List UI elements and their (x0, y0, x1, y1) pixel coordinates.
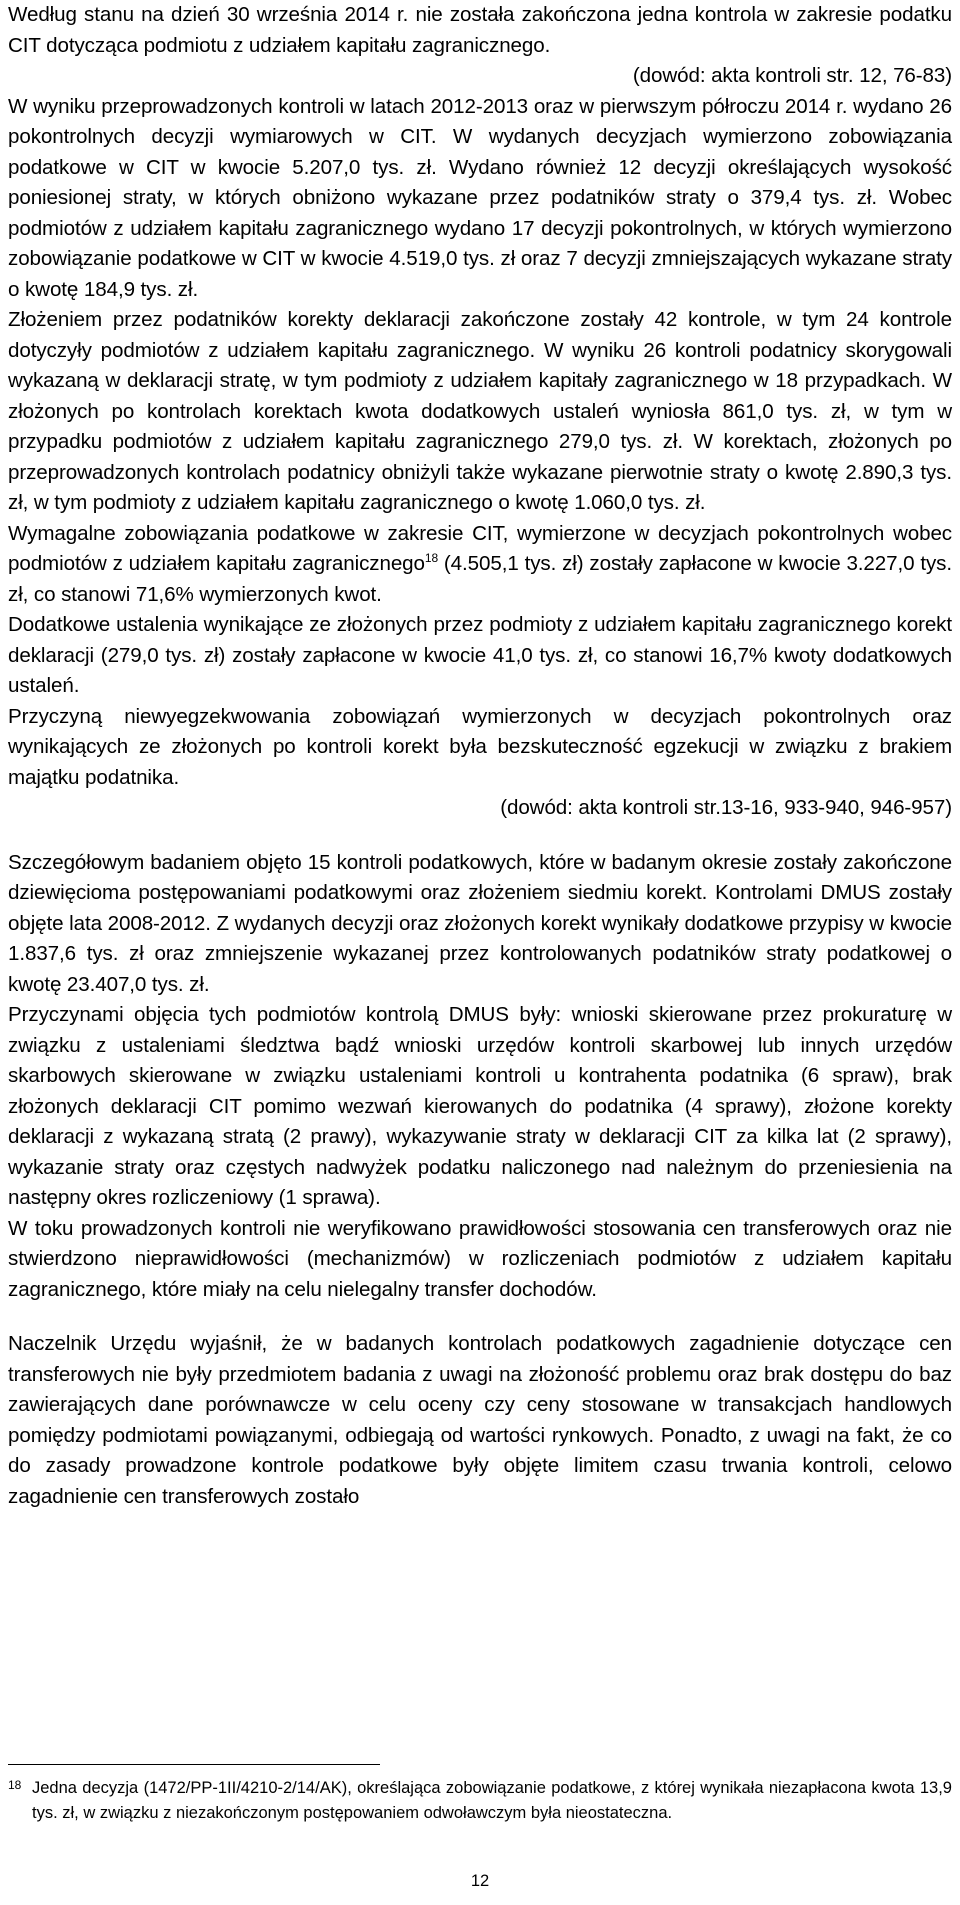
paragraph-status-2014: Według stanu na dzień 30 września 2014 r. nie została zakończona jedna kontrola w zakresie podatku CIT dotycząca podmiotu z udziałem kapitału zagranicznego. (8, 3, 952, 57)
paragraph-additional-findings: Dodatkowe ustalenia wynikające ze złożonych przez podmioty z udziałem kapitału zagranicznego korekt deklaracji (279,0 tys. zł) zostały zapłacone w kwocie 41,0 tys. zł, co stanowi 16,7% kwoty dodatkowych ustaleń. (8, 613, 952, 697)
paragraph-explanation: Naczelnik Urzędu wyjaśnił, że w badanych kontrolach podatkowych zagadnienie dotyczące cen transferowych nie były przedmiotem badania z uwagi na złożoność problemu oraz brak dostępu do baz zawierających dane porównawcze w celu oceny czy ceny stosowane w transakcjach handlowych pomiędzy podmiotami powiązanymi, odbiegają od wartości rynkowych. Ponadto, z uwagi na fakt, że co do zasady prowadzone kontrole podatkowe były objęte limitem czasu trwania kontroli, celowo zagadnienie cen transferowych zostało (8, 1332, 952, 1508)
paragraph-corrections: Złożeniem przez podatników korekty deklaracji zakończone zostały 42 kontrole, w tym 24 kontrole dotyczyły podmiotów z udziałem kapitału zagranicznego. W wyniku 26 kontroli podatnicy skorygowali wykazaną w deklaracji stratę, w tym podmioty z udziałem kapitały zagranicznego w 18 przypadkach. W złożonych po kontrolach korektach kwota dodatkowych ustaleń wyniosła 861,0 tys. zł, w tym w przypadku podmiotów z udziałem kapitału zagranicznego 279,0 tys. zł. W korektach, złożonych po przeprowadzonych kontrolach podatnicy obniżyli także wykazane pierwotnie straty o kwotę 2.890,3 tys. zł, w tym podmioty z udziałem kapitału zagranicznego o kwotę 1.060,0 tys. zł. (8, 308, 952, 514)
paragraph-decisions: W wyniku przeprowadzonych kontroli w latach 2012-2013 oraz w pierwszym półroczu 2014 r. wydano 26 pokontrolnych decyzji wymiarowych w CIT. W wydanych decyzjach wymierzono zobowiązania podatkowe w CIT w kwocie 5.207,0 tys. zł. Wydano również 12 decyzji określających wysokość poniesionej straty, w których obniżono wykazane przez podatników straty o 379,4 tys. zł. Wobec podmiotów z udziałem kapitału zagranicznego wydano 17 decyzji pokontrolnych, w których wymierzono zobowiązanie podatkowe w CIT w kwocie 4.519,0 tys. zł oraz 7 decyzji zmniejszających wykazane straty o kwotę 184,9 tys. zł. (8, 94, 952, 301)
paragraph-reasons: Przyczynami objęcia tych podmiotów kontrolą DMUS były: wnioski skierowane przez prokuraturę w związku z ustaleniami śledztwa bądź wnioski urzędów kontroli skarbowej lub innych urzędów skarbowych skierowane w związku ustaleniami kontroli u kontrahenta podatnika (6 spraw), brak złożonych deklaracji CIT pomimo wezwań kierowanych do podatnika (4 sprawy), złożone korekty deklaracji z wykazaną stratą (2 prawy), wykazywanie straty w deklaracji CIT za kilka lat (2 sprawy), wykazanie straty oraz częstych nadwyżek podatku naliczonego nad należnym do przeniesienia na następny okres rozliczeniowy (1 sprawa). (8, 1003, 952, 1209)
footnote-number: 18 (8, 1778, 22, 1792)
page-number: 12 (470, 1872, 490, 1890)
footnote-text: Jedna decyzja (1472/PP-1II/4210-2/14/AK), określająca zobowiązanie podatkowe, z której wynikała niezapłacona kwota 13,9 tys. zł, w związku z niezakończonym postępowaniem odwoławczym była nieostateczna. (32, 1779, 952, 1822)
paragraph-transfer-pricing: W toku prowadzonych kontroli nie weryfikowano prawidłowości stosowania cen transferowych oraz nie stwierdzono nieprawidłowości (mechanizmów) w rozliczeniach podmiotów z udziałem kapitału zagranicznego, które miały na celu nielegalny transfer dochodów. (8, 1216, 952, 1301)
paragraph-liabilities-start: Wymagalne zobowiązania podatkowe w zakresie CIT, wymierzone w decyzjach pokontrolnych wobec podmiotów z udziałem kapitału zagranicznego (8, 521, 952, 575)
paragraph-liabilities-end: (4.505,1 tys. zł) zostały zapłacone w kwocie 3.227,0 tys. zł, co stanowi 71,6% wymierzonych kwot. (8, 552, 952, 606)
paragraph-enforcement: Przyczyną niewyegzekwowania zobowiązań wymierzonych w decyzjach pokontrolnych oraz wynikających ze złożonych po kontroli korekt była bezskuteczność egzekucji w związku z brakiem majątku podatnika. (8, 704, 952, 789)
evidence-reference: (dowód: akta kontroli str. 12, 76-83) (632, 64, 952, 87)
footnote-reference: 18 (424, 551, 439, 566)
footnote (8, 1776, 952, 1826)
evidence-reference: (dowód: akta kontroli str.13-16, 933-940, 946-957) (500, 796, 952, 819)
footnote-separator (8, 1764, 380, 1765)
paragraph-detailed-review: Szczegółowym badaniem objęto 15 kontroli podatkowych, które w badanym okresie zostały zakończone dziewięcioma postępowaniami podatkowymi oraz złożeniem siedmiu korekt. Kontrolami DMUS zostały objęte lata 2008-2012. Z wydanych decyzji oraz złożonych korekt wynikały dodatkowe przypisy w kwocie 1.837,6 tys. zł oraz zmniejszenie wykazanej przez kontrolowanych podatników straty podatkowej o kwotę 23.407,0 tys. zł. (8, 850, 952, 996)
paragraph-liabilities (8, 519, 952, 611)
document-body (8, 0, 952, 1512)
